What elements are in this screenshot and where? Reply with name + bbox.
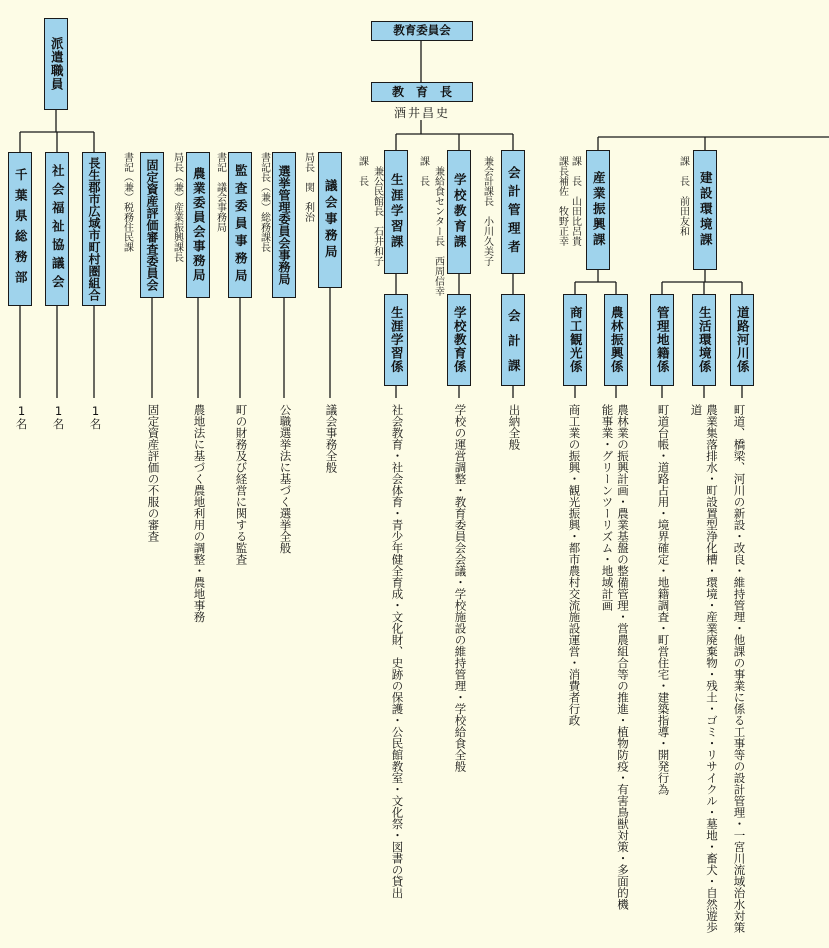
- unit-name: 農林振興係: [609, 306, 625, 374]
- section-staff: 課長補佐 牧野正幸: [556, 156, 568, 246]
- dispatched-unit-name: 社会福祉協議会: [50, 164, 66, 294]
- unit-duty: 農業集落排水・町設置型浄化槽・環境・産業廃棄物・残土・ゴミ・リサイクル・墓地・畜犬・自然遊歩道: [689, 404, 720, 933]
- section-box: [586, 150, 610, 270]
- dispatched-unit-name: 千葉県総務部: [13, 167, 29, 291]
- unit-duty: 商工業の振興・観光振興・都市農村交流施設運営・消費者行政: [567, 404, 582, 726]
- dispatched-unit-box: [8, 152, 32, 306]
- superintendent-box: [371, 82, 473, 102]
- unit-duty: 出納全般: [507, 404, 522, 450]
- section-box: [447, 150, 471, 274]
- unit-name: 道路河川係: [735, 306, 751, 374]
- unit-box: [692, 294, 716, 386]
- section-name: 生涯学習課: [389, 173, 405, 251]
- section-name: 会計管理者: [506, 165, 522, 259]
- committee-staff: 書記（兼）税務住民課: [121, 152, 133, 252]
- committee-name: 監査委員事務局: [233, 163, 249, 287]
- dispatched-unit-box: [45, 152, 69, 306]
- superintendent-title: 教 育 長: [391, 85, 452, 99]
- section-box: [384, 150, 408, 274]
- committee-box: [318, 152, 342, 288]
- unit-duty: 町道、橋梁、河川の新設・改良・維持管理・他課の事業に係る工事等の設計管理・一宮川流域治水対策: [732, 404, 747, 933]
- committee-duty: 公職選挙法に基づく選挙全般: [278, 404, 293, 554]
- unit-duty: 社会教育・社会体育・青少年健全育成・文化財、史跡の保護・公民館教室・文化祭・図書の貸出: [390, 404, 405, 899]
- committee-box: [272, 152, 296, 298]
- unit-box: [604, 294, 628, 386]
- dispatched-staff-box: [44, 18, 68, 110]
- committee-staff: 書記 議会事務局: [214, 152, 226, 232]
- committee-name: 固定資産評価審査委員会: [145, 159, 159, 291]
- committee-duty: 議会事務全般: [324, 404, 339, 473]
- dispatched-unit-name: 長生郡市広域市町村圏組合: [87, 157, 101, 301]
- unit-name: 生涯学習係: [389, 306, 405, 374]
- unit-box: [563, 294, 587, 386]
- unit-box: [730, 294, 754, 386]
- dispatched-count: 1名: [51, 404, 66, 430]
- committee-duty: 農地法に基づく農地利用の調整・農地事務: [192, 404, 207, 623]
- unit-box: [501, 294, 525, 386]
- section-name: 学校教育課: [452, 173, 468, 251]
- section-box: [693, 150, 717, 270]
- committee-name: 議会事務局: [323, 178, 339, 262]
- board-of-education-title: 教育委員会: [393, 23, 451, 38]
- committee-name: 農業委員会事務局: [191, 167, 207, 283]
- committee-duty: 固定資産評価の不服の審査: [146, 404, 161, 542]
- committee-duty: 町の財務及び経営に関する監査: [234, 404, 249, 565]
- unit-name: 生活環境係: [697, 306, 713, 374]
- committee-name: 選挙管理委員会事務局: [277, 165, 291, 285]
- unit-name: 商工観光係: [568, 306, 584, 374]
- unit-name: 管理地籍係: [655, 306, 671, 374]
- unit-duty: 農林業の振興計画・農業基盤の整備管理・営農組合等の推進・植物防疫・有害鳥獣対策・多面的機能事業・グリーンツーリズム・地域計画: [600, 404, 631, 910]
- dispatched-unit-box: [82, 152, 106, 306]
- superintendent-name: 酒井昌史: [394, 106, 451, 120]
- section-name: 建設環境課: [698, 171, 714, 249]
- section-staff: 課 長 山田比呂貴: [569, 156, 581, 246]
- unit-name: 学校教育係: [452, 306, 468, 374]
- section-box: [501, 150, 525, 274]
- unit-box: [447, 294, 471, 386]
- unit-name: 会 計 課: [506, 308, 522, 372]
- unit-duty: 町道台帳・道路占用・境界確定・地籍調査・町営住宅・建築指導・開発行為: [656, 404, 671, 795]
- committee-staff: 書記長（兼）総務課長: [258, 152, 270, 252]
- section-staff: 兼会計課長 小川久美子: [481, 156, 493, 266]
- section-staff: 兼給食センター長 西周信幸: [432, 166, 444, 296]
- committee-staff: 局長（兼）産業振興課長: [171, 152, 183, 262]
- committee-box: [228, 152, 252, 298]
- section-staff: 課 長: [356, 156, 368, 186]
- section-staff: 課 長 前田友和: [677, 156, 689, 236]
- section-staff: 課 長: [417, 156, 429, 186]
- dispatched-count: 1名: [14, 404, 29, 430]
- unit-box: [384, 294, 408, 386]
- section-staff: 兼公民館長 石井和子: [371, 166, 383, 266]
- unit-duty: 学校の運営調整・教育委員会会議・学校施設の維持管理・学校給食全般: [453, 404, 468, 772]
- section-name: 産業振興課: [591, 171, 607, 249]
- board-of-education-box: [371, 21, 473, 41]
- dispatched-count: 1名: [88, 404, 103, 430]
- committee-box: [140, 152, 164, 298]
- committee-box: [186, 152, 210, 298]
- dispatched-staff-title: 派遣職員: [49, 37, 65, 91]
- committee-staff: 局長 関 利治: [302, 152, 314, 222]
- unit-box: [650, 294, 674, 386]
